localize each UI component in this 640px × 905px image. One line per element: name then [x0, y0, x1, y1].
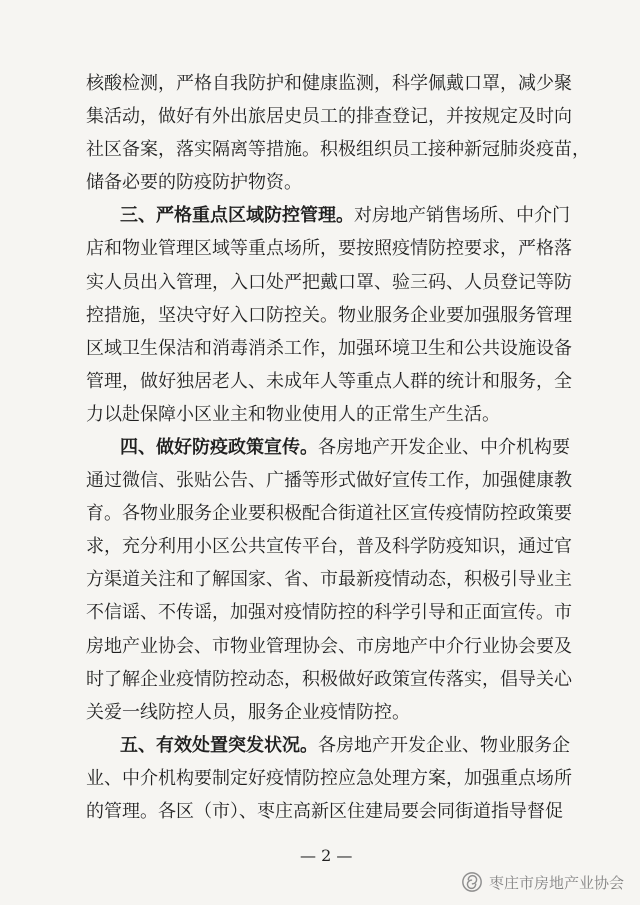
section-heading-line	[0, 431, 640, 465]
text-line: 集活动，做好有外出旅居史员工的排查登记，并按规定及时向	[86, 106, 572, 127]
text-line: 育。各物业服务企业要积极配合街道社区宣传疫情防控政策要	[86, 503, 572, 524]
text-line: 业、中介机构要制定好疫情防控应急处理方案，加强重点场所	[86, 768, 572, 789]
watermark	[461, 869, 624, 895]
text-line: 时了解企业疫情防控动态，积极做好政策宣传落实，倡导关心	[86, 669, 572, 690]
text-line: 控措施，坚决守好入口防控关。物业服务企业要加强服务管理	[86, 305, 572, 326]
page-number: — 2 —	[300, 846, 353, 865]
text-line: 的管理。各区（市）、枣庄高新区住建局要会同街道指导督促	[86, 801, 563, 822]
text-line: 通过微信、张贴公告、广播等形式做好宣传工作，加强健康教	[86, 470, 572, 491]
text-line: 求，充分利用小区公共宣传平台，普及科学防疫知识，通过官	[86, 536, 572, 557]
section-heading: 五、有效处置突发状况。	[120, 735, 318, 756]
section-heading: 三、严格重点区域防控管理。	[120, 205, 354, 226]
text-line: 不信谣、不传谣，加强对疫情防控的科学引导和正面宣传。市	[86, 602, 572, 623]
text-line: 实人员出入管理，入口处严把戴口罩、验三码、人员登记等防	[86, 272, 572, 293]
text-line: 储备必要的防疫防护物资。	[86, 172, 302, 193]
text-line: 区域卫生保洁和消毒消杀工作，加强环境卫生和公共设施设备	[86, 338, 572, 359]
text-line: 店和物业管理区域等重点场所，要按照疫情防控要求，严格落	[86, 238, 572, 259]
text-line: 管理，做好独居老人、未成年人等重点人群的统计和服务，全	[86, 371, 572, 392]
section-heading-line	[0, 199, 640, 233]
wechat-official-account-icon	[461, 871, 483, 893]
text-line: 力以赴保障小区业主和物业使用人的正常生产生活。	[86, 404, 500, 425]
watermark-text: 枣庄市房地产业协会	[488, 873, 624, 892]
section-heading-text: 对房地产销售场所、中介门	[354, 205, 570, 226]
text-line: 核酸检测，严格自我防护和健康监测，科学佩戴口罩，减少聚	[86, 73, 572, 94]
text-line: 房地产业协会、市物业管理协会、市房地产中介行业协会要及	[86, 636, 572, 657]
section-heading: 四、做好防疫政策宣传。	[120, 437, 318, 458]
section-heading-text: 各房地产开发企业、中介机构要	[318, 437, 570, 458]
text-line: 关爱一线防控人员，服务企业疫情防控。	[86, 702, 410, 723]
text-line: 方渠道关注和了解国家、省、市最新疫情动态，积极引导业主	[86, 569, 572, 590]
section-heading-text: 各房地产开发企业、物业服务企	[318, 735, 570, 756]
text-line: 社区备案，落实隔离等措施。积极组织员工接种新冠肺炎疫苗，	[86, 139, 590, 160]
section-heading-line	[0, 729, 640, 763]
